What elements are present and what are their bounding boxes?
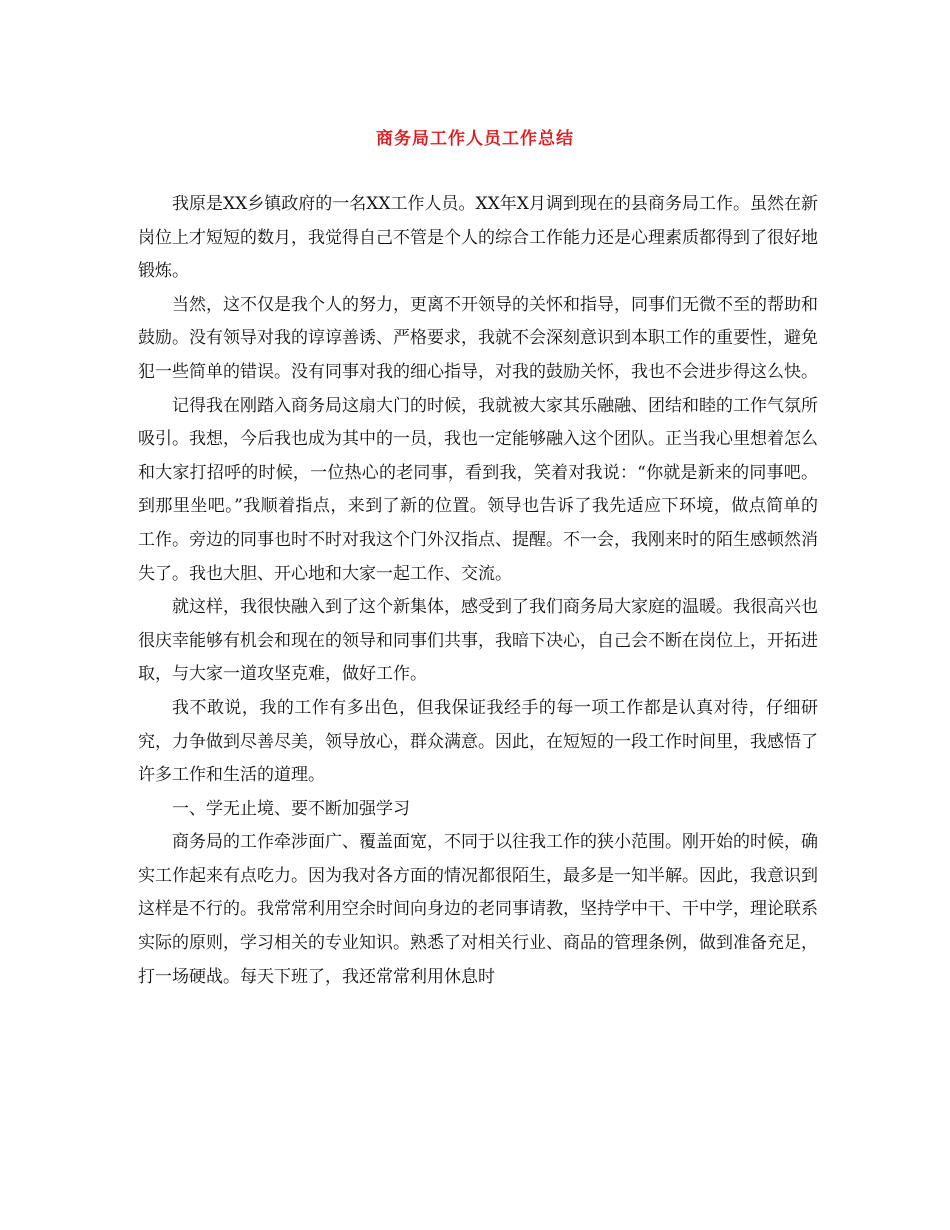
paragraph-attitude: 我不敢说，我的工作有多出色，但我保证我经手的每一项工作都是认真对待，仔细研究，力争做到尽善尽美，领导放心，群众满意。因此，在短短的一段工作时间里，我感悟了许多工作和生活的道理。 — [138, 697, 818, 786]
paragraph-integration: 就这样，我很快融入到了这个新集体，感受到了我们商务局大家庭的温暖。我很高兴也很庆幸能够有机会和现在的领导和同事们共事，我暗下决心，自己会不断在岗位上，开拓进取，与大家一道攻坚克难，做好工作。 — [138, 597, 818, 685]
document-title: 商务局工作人员工作总结 — [376, 129, 574, 149]
section-heading-learning: 一、学无止境、要不断加强学习 — [172, 798, 410, 819]
paragraph-intro: 我原是XX乡镇政府的一名XX工作人员。XX年X月调到现在的县商务局工作。虽然在新岗位上才短短的数月，我觉得自己不管是个人的综合工作能力还是心理素质都得到了很好地锻炼。 — [138, 194, 818, 282]
paragraph-thanks: 当然，这不仅是我个人的努力，更离不开领导的关怀和指导，同事们无微不至的帮助和鼓励。没有领导对我的谆谆善诱、严格要求，我就不会深刻意识到本职工作的重要性，避免犯一些简单的错误。没有同事对我的细心指导，对我的鼓励关怀，我也不会进步得这么快。 — [138, 294, 818, 382]
paragraph-first-day: 记得我在刚踏入商务局这扇大门的时候，我就被大家其乐融融、团结和睦的工作气氛所吸引。我想，今后我也成为其中的一员，我也一定能够融入这个团队。正当我心里想着怎么和大家打招呼的时候，一位热心的老同事，看到我，笑着对我说：“你就是新来的同事吧。到那里坐吧。”我顺着指点，来到了新的位置。领导也告诉了我先适应下环境，做点简单的工作。旁边的同事也时不时对我这个门外汉指点、提醒。不一会，我刚来时的陌生感顿然消失了。我也大胆、开心地和大家一起工作、交流。 — [138, 395, 818, 584]
document-body — [138, 188, 818, 994]
paragraph-learning: 商务局的工作牵涉面广、覆盖面宽，不同于以往我工作的狭小范围。刚开始的时候，确实工作起来有点吃力。因为我对各方面的情况都很陌生，最多是一知半解。因此，我意识到这样是不行的。我常常利用空余时间向身边的老同事请教，坚持学中干、干中学，理论联系实际的原则，学习相关的专业知识。熟悉了对相关行业、商品的管理条例，做到准备充足，打一场硬战。每天下班了，我还常常利用休息时 — [138, 832, 818, 987]
